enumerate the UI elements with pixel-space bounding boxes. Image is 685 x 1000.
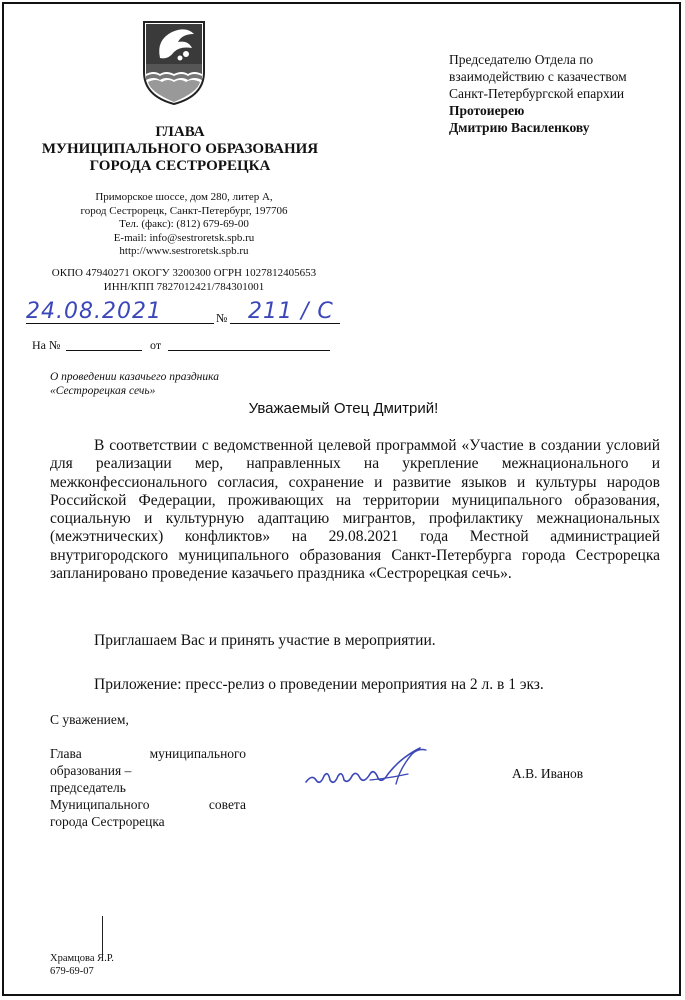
signatory-title-line: образования – [50,763,132,778]
signatory-title-line: Глава муниципального [50,746,246,761]
signatory-title-line: города Сестрорецка [50,814,165,829]
invitation-line: Приглашаем Вас и принять участие в мероприятии. [94,632,436,649]
issuer-title-line: ГЛАВА [155,124,205,140]
outgoing-date: 24.08.2021 [26,299,162,324]
closing-regards: С уважением, [50,712,129,727]
outgoing-reference [26,299,346,329]
recipient-name: Дмитрию Василенкову [449,120,590,135]
incoming-date-line [168,350,330,351]
codes-line: ИНН/КПП 7827012421/784301001 [103,281,265,293]
coat-of-arms-icon [142,20,206,106]
number-underline [230,323,340,324]
incoming-number-label: На № [32,338,61,352]
number-label: № [216,311,228,325]
date-underline [26,323,214,324]
issuer-title [20,124,340,175]
phone-line: Тел. (факс): (812) 679-69-00 [119,218,249,230]
subject-line: О проведении казачьего праздника [50,371,219,383]
issuer-title-line: ГОРОДА СЕСТРОРЕЦКА [89,158,271,174]
issuer-address [44,191,324,259]
letter-body: В соответствии с ведомственной целевой программой «Участие в создании условий для реализации мер, направленных на укрепление межнационального и межконфессионального согласия, сохранение и развитие языков и культуры народов Российской Федерации, проживающих на территории муниципального образования, социальную и культурную адаптацию мигрантов, профилактику межнациональных (межэтнических) конфликтов» на 29.08.2021 года Местной администрацией внутригородского муниципального образования Санкт-Петербурга города Сестрорецка запланировано проведение казачьего праздника «Сестрорецкая сечь». [50,437,660,583]
address-line: город Сестрорецк, Санкт-Петербург, 197706 [80,204,288,217]
signatory-title-line: председатель [50,780,126,795]
outgoing-number: 211 / С [248,299,334,324]
signatory-title-line: Муниципального совета [50,797,246,812]
executor-info [50,952,114,978]
recipient-line: Санкт-Петербургской епархии [449,86,625,101]
recipient-rank: Протоиерею [449,103,525,118]
signatory-name: А.В. Иванов [512,766,584,781]
registration-codes [34,266,334,294]
letter-subject [50,370,310,398]
incoming-reference [32,338,352,353]
recipient-line: взаимодействию с казачеством [449,69,627,84]
recipient-block [449,51,679,136]
appendix-line: Приложение: пресс-релиз о проведении мероприятия на 2 л. в 1 экз. [94,676,544,693]
executor-name: Храмцова Я.Р. [50,953,114,964]
incoming-number-line [66,350,142,351]
subject-line: «Сестрорецкая сечь» [50,385,156,397]
website-line: http://www.sestroretsk.spb.ru [119,245,249,257]
recipient-line: Председателю Отдела по [449,52,594,67]
greeting: Уважаемый Отец Дмитрий! [248,400,439,417]
email-line: E-mail: info@sestroretsk.spb.ru [113,231,255,244]
signatory-title [50,745,246,830]
letter-page [2,2,681,996]
issuer-title-line: МУНИЦИПАЛЬНОГО ОБРАЗОВАНИЯ [41,141,319,157]
executor-phone: 679-69-07 [50,966,94,977]
handwritten-signature-icon [300,744,450,794]
codes-line: ОКПО 47940271 ОКОГУ 3200300 ОГРН 1027812405653 [51,267,317,279]
margin-mark [102,916,103,954]
incoming-date-label: от [150,338,162,352]
address-line: Приморское шоссе, дом 280, литер А, [95,191,273,203]
